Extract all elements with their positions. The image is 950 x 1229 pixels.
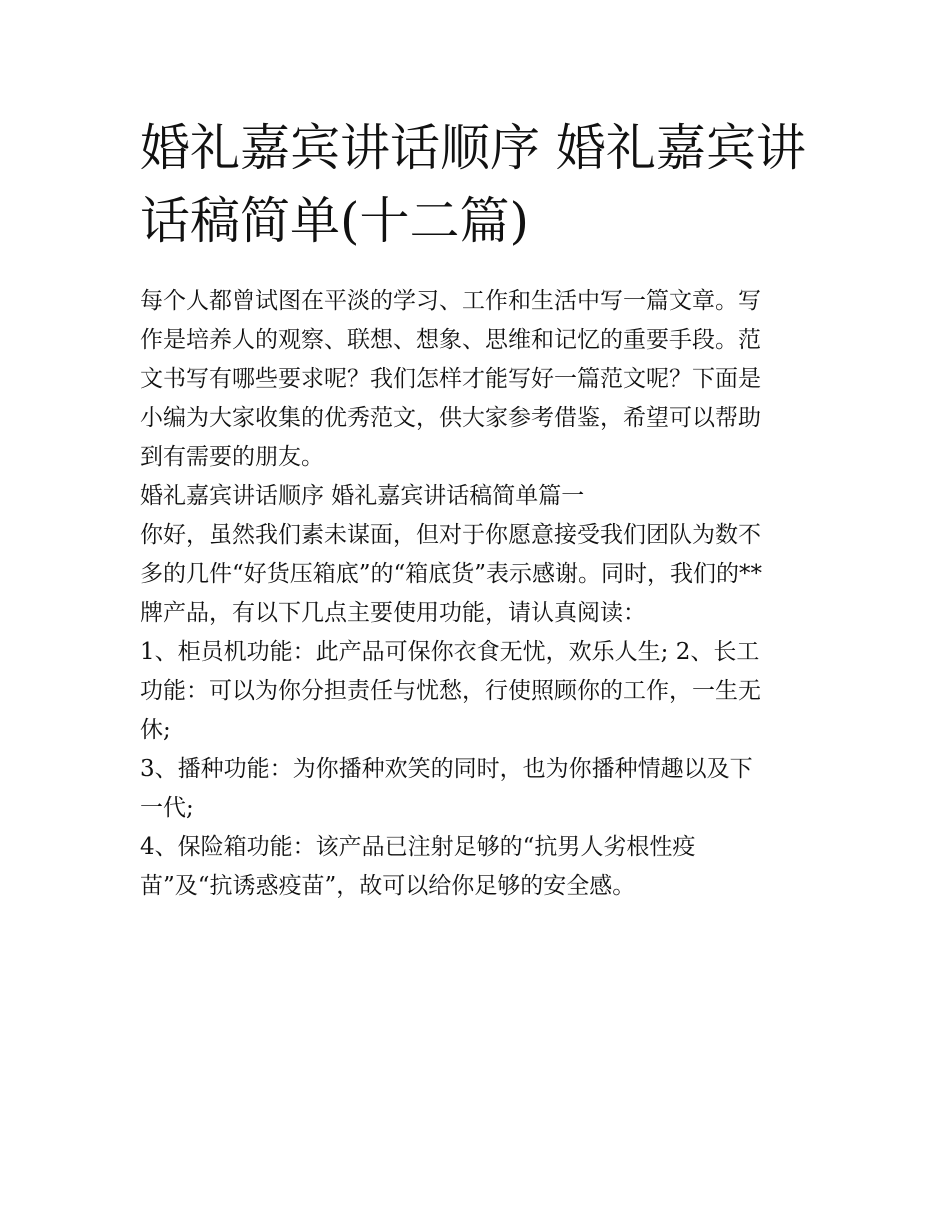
document-title [140, 112, 820, 258]
item4-line-2: 苗”及“抗诱惑疫苗”，故可以给你足够的安全感。 [140, 873, 636, 899]
function-item-1-2 [140, 633, 820, 750]
intro-paragraph [140, 282, 820, 477]
letter-paragraph [140, 516, 820, 633]
item1-line-1: 1、柜员机功能：此产品可保你衣食无忧，欢乐人生; 2、长工 [140, 639, 760, 665]
item1-line-3: 休; [140, 717, 171, 743]
item3-line-2: 一代; [140, 795, 194, 821]
intro-line-5: 到有需要的朋友。 [140, 444, 324, 470]
intro-line-2: 作是培养人的观察、联想、想象、思维和记忆的重要手段。范 [140, 327, 761, 353]
intro-line-4: 小编为大家收集的优秀范文，供大家参考借鉴，希望可以帮助 [140, 405, 761, 431]
title-line-1: 婚礼嘉宾讲话顺序 婚礼嘉宾讲 [140, 119, 806, 177]
function-item-4 [140, 828, 820, 906]
intro-line-3: 文书写有哪些要求呢？我们怎样才能写好一篇范文呢？下面是 [140, 366, 761, 392]
item3-line-1: 3、播种功能：为你播种欢笑的同时，也为你播种情趣以及下 [140, 756, 753, 782]
document-body [140, 282, 820, 906]
item4-line-1: 4、保险箱功能：该产品已注射足够的“抗男人劣根性疫 [140, 834, 696, 860]
intro-line-1: 每个人都曾试图在平淡的学习、工作和生活中写一篇文章。写 [140, 288, 761, 314]
function-item-3 [140, 750, 820, 828]
item1-line-2: 功能：可以为你分担责任与忧愁，行使照顾你的工作，一生无 [140, 678, 761, 704]
letter-line-2: 多的几件“好货压箱底”的“箱底货”表示感谢。同时，我们的** [140, 561, 763, 587]
title-line-2: 话稿简单(十二篇) [140, 192, 530, 250]
letter-line-1: 你好，虽然我们素未谋面，但对于你愿意接受我们团队为数不 [140, 522, 761, 548]
letter-line-3: 牌产品，有以下几点主要使用功能，请认真阅读： [140, 600, 646, 626]
section-heading [140, 477, 820, 516]
section-heading-text: 婚礼嘉宾讲话顺序 婚礼嘉宾讲话稿简单篇一 [140, 483, 585, 509]
